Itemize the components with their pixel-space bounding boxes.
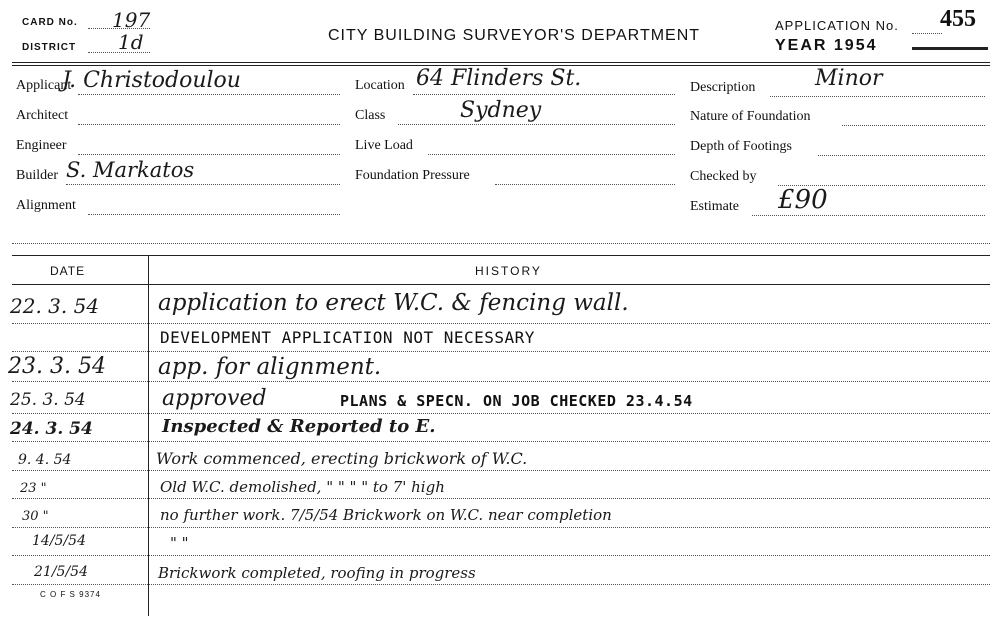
history-row-date: 24. 3. 54: [10, 419, 93, 439]
alignment-label: Alignment: [16, 198, 76, 213]
nature-of-foundation-label: Nature of Foundation: [690, 109, 811, 124]
form-code: C O F S 9374: [40, 590, 101, 599]
department-title: CITY BUILDING SURVEYOR'S DEPARTMENT: [328, 27, 701, 44]
description-label: Description: [690, 80, 756, 95]
history-row-text: Work commenced, erecting brickwork of W.C.: [156, 449, 528, 468]
depth-of-footings-label: Depth of Footings: [690, 139, 792, 154]
live-load-label: Live Load: [355, 138, 413, 153]
development-application-stamp: DEVELOPMENT APPLICATION NOT NECESSARY: [160, 328, 535, 347]
history-row-text: " ": [170, 534, 189, 552]
description-value: Minor: [815, 66, 883, 91]
class-value: Sydney: [460, 98, 542, 123]
builder-value: S. Markatos: [66, 158, 195, 182]
applicant-value: J. Christodoulou: [62, 68, 241, 93]
card-no-label: CARD No.: [22, 17, 78, 28]
history-row-date: 21/5/54: [34, 564, 88, 580]
builder-label: Builder: [16, 168, 58, 183]
history-row-text: Brickwork completed, roofing in progress: [158, 564, 476, 582]
date-column-header: DATE: [50, 264, 86, 278]
history-column-header: HISTORY: [475, 264, 542, 278]
plans-checked-stamp: PLANS & SPECN. ON JOB CHECKED 23.4.54: [340, 392, 693, 410]
estimate-value: £90: [778, 185, 828, 215]
engineer-label: Engineer: [16, 138, 67, 153]
history-row-text: Old W.C. demolished, " " " " to 7' high: [160, 478, 445, 496]
history-row-date: 30 ": [22, 509, 49, 524]
architect-label: Architect: [16, 108, 69, 123]
applicant-label: Applicant: [16, 78, 72, 93]
estimate-label: Estimate: [690, 199, 739, 214]
history-row-date: 25. 3. 54: [10, 390, 86, 410]
history-row-date: 23 ": [20, 481, 47, 496]
history-row-date: 9. 4. 54: [18, 452, 72, 468]
application-no-label: APPLICATION No.: [775, 18, 899, 33]
class-label: Class: [355, 108, 386, 123]
history-row-text: no further work. 7/5/54 Brickwork on W.C. near completion: [160, 506, 612, 524]
card-no-value: 197: [112, 8, 151, 32]
year-label: YEAR 1954: [775, 37, 878, 54]
location-label: Location: [355, 78, 405, 93]
location-value: 64 Flinders St.: [416, 66, 582, 91]
history-row-text: Inspected & Reported to E.: [162, 416, 436, 437]
history-row-text: approved: [162, 386, 267, 411]
district-value: 1d: [118, 30, 144, 54]
district-label: DISTRICT: [22, 42, 77, 53]
history-row-text: application to erect W.C. & fencing wall.: [158, 290, 629, 316]
application-no-value: 455: [940, 6, 976, 32]
history-row-text: app. for alignment.: [158, 354, 382, 380]
checked-by-label: Checked by: [690, 169, 757, 184]
history-row-date: 14/5/54: [32, 533, 86, 549]
foundation-pressure-label: Foundation Pressure: [355, 168, 470, 183]
history-row-date: 22. 3. 54: [10, 294, 100, 318]
history-row-date: 23. 3. 54: [8, 354, 106, 379]
